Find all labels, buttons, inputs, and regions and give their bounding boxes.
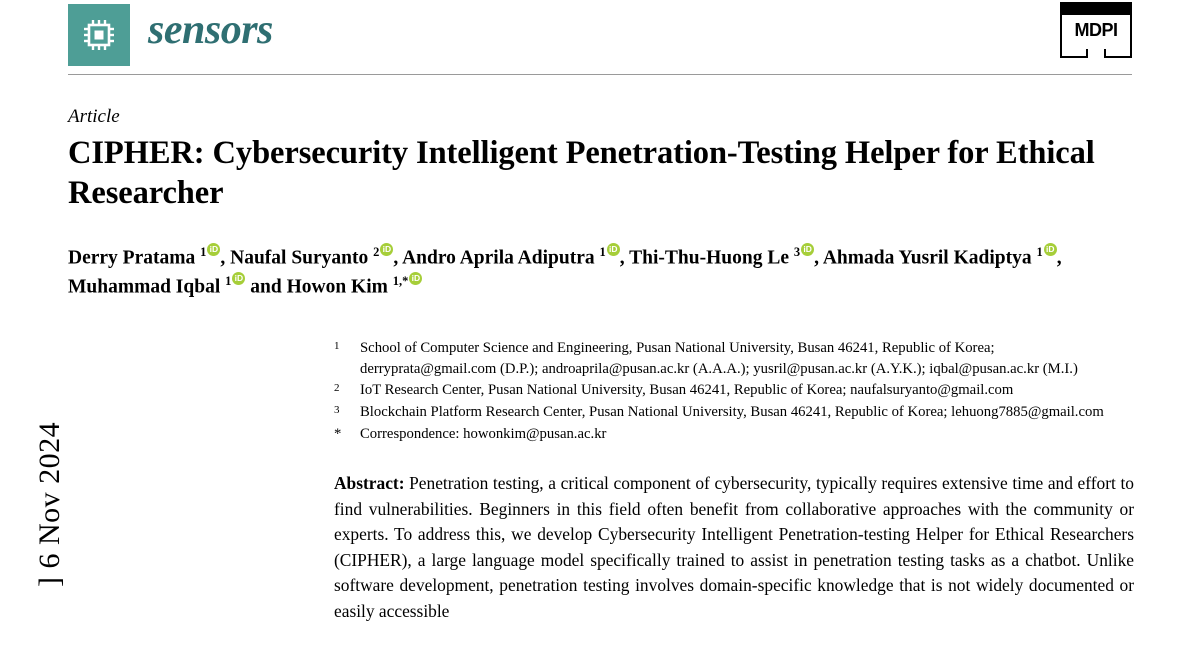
orcid-icon[interactable] [409, 272, 422, 285]
article-type: Article [68, 106, 120, 127]
affiliation-text: Correspondence: howonkim@pusan.ac.kr [360, 426, 607, 443]
affiliation-row [334, 338, 1134, 380]
mdpi-logo-notch [1086, 49, 1106, 58]
mdpi-logo-text: MDPI [1074, 20, 1118, 40]
author-affiliation-marker: 1 [225, 274, 232, 289]
page-title: CIPHER: Cybersecurity Intelligent Penetration-Testing Helper for Ethical Researcher [68, 135, 1095, 211]
affiliation-row [334, 380, 1134, 401]
journal-title: sensors [148, 7, 273, 53]
author-name: Ahmada Yusril Kadiptya [822, 247, 1037, 269]
abstract-text: Penetration testing, a critical component of cybersecurity, typically requires extensive time and effort to find vulnerabilities. Beginners in this field often benefit from collaborative approaches with the community or experts. To address this, we develop Cybersecurity Intelligent Penetration-testing Helper for Ethical Researchers (CIPHER), a large language model specifically trained to assist in penetration testing tasks as a chatbot. Unlike software development, penetration testing involves domain-specific knowledge that is not widely documented or easily accessible [334, 473, 1134, 621]
orcid-icon[interactable] [207, 243, 220, 256]
affiliation-text: School of Computer Science and Engineering, Pusan National University, Busan 46241, Republic of Korea; derryprata@gmail.com (D.P.); androaprila@pusan.ac.kr (A.A.A.); yusril@pusan.ac.kr (A.Y.K.); iqbal@pusan.ac.kr (M.I.) [360, 339, 1078, 377]
abstract-block [334, 471, 1134, 624]
author-list [68, 243, 1132, 301]
affiliation-text: IoT Research Center, Pusan National University, Busan 46241, Republic of Korea; naufalsuryanto@gmail.com [360, 382, 1014, 399]
sensor-chip-icon [68, 4, 130, 66]
affiliation-list [334, 338, 1134, 445]
author-name: Muhammad Iqbal [68, 276, 226, 298]
mdpi-logo-bar [1062, 4, 1130, 15]
affiliation-row [334, 402, 1134, 423]
side-stamp-text: ] 6 Nov 2024 [33, 421, 66, 587]
author-name: Howon Kim [286, 276, 393, 298]
author-separator: , [814, 247, 823, 269]
affiliation-row [334, 424, 1134, 445]
orcid-icon[interactable] [232, 272, 245, 285]
affiliation-marker: 1 [334, 339, 340, 352]
orcid-icon[interactable] [1044, 243, 1057, 256]
article-body [68, 74, 1132, 625]
author-name: Derry Pratama [68, 247, 201, 269]
mdpi-logo [1060, 2, 1132, 58]
author-separator: , [619, 247, 630, 269]
affiliation-marker: 3 [334, 404, 340, 417]
orcid-icon[interactable] [380, 243, 393, 256]
author-affiliation-marker: 1 [1036, 245, 1043, 260]
author-affiliation-marker: 1 [200, 245, 207, 260]
author-name: Andro Aprila Adiputra [402, 247, 600, 269]
author-separator: , [393, 247, 403, 269]
author-affiliation-marker: 1 [599, 245, 606, 260]
affiliation-text: Blockchain Platform Research Center, Pusan National University, Busan 46241, Republic of Korea; lehuong7885@gmail.com [360, 404, 1104, 421]
author-separator: and [245, 276, 287, 298]
orcid-icon[interactable] [801, 243, 814, 256]
affiliation-marker: * [334, 426, 342, 443]
author-separator: , [1056, 247, 1062, 269]
affiliation-marker: 2 [334, 382, 340, 395]
author-separator: , [220, 247, 231, 269]
author-affiliation-marker: 2 [373, 245, 380, 260]
journal-header [68, 0, 1132, 75]
author-name: Thi-Thu-Huong Le [629, 247, 794, 269]
orcid-icon[interactable] [607, 243, 620, 256]
author-affiliation-marker: 3 [793, 245, 801, 260]
author-name: Naufal Suryanto [230, 247, 374, 269]
author-affiliation-marker: 1,* [392, 274, 409, 289]
abstract-label: Abstract: [334, 473, 405, 494]
arxiv-side-stamp [0, 0, 66, 648]
